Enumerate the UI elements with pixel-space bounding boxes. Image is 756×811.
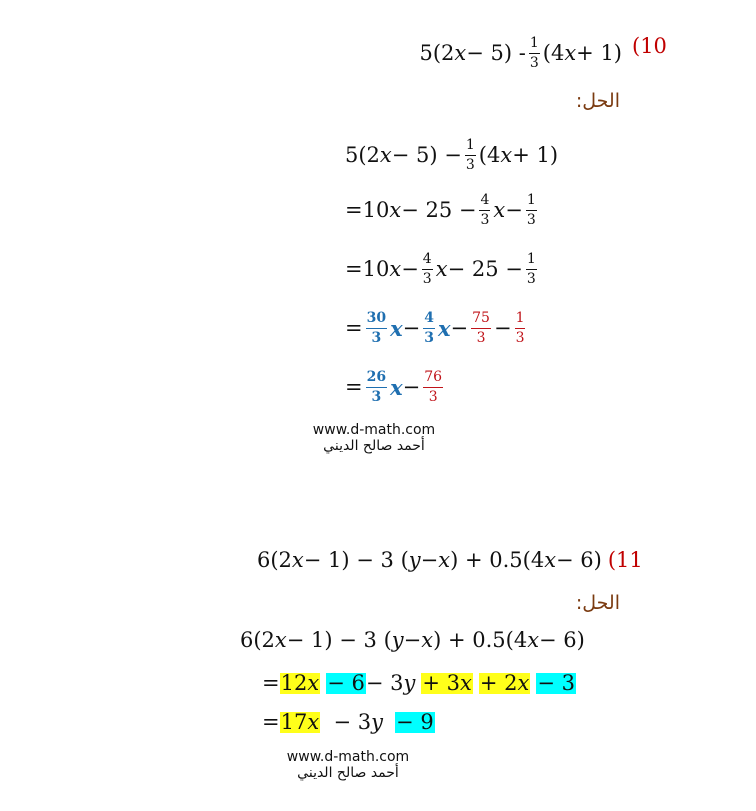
watermark-url: www.d-math.com xyxy=(286,749,410,765)
term-2x: + 2x xyxy=(479,671,530,695)
term-17x: 17x xyxy=(280,710,320,734)
problem-10-number: (10 xyxy=(632,34,667,58)
p10-line-5: = $\frac{26}{3}$ x − $\frac{76}{3}$ xyxy=(345,369,443,405)
p10-line-3: = 10 x − $\frac{4}{3}$ x − 25 − $\frac{1}{3}$ xyxy=(345,251,536,287)
term-minus-3: − 3 xyxy=(537,671,575,695)
term-12x: 12x xyxy=(280,671,320,695)
problem-11-statement: 6(2 x − 1) − 3 ( y − x ) + 0.5(4 x − 6) (11 xyxy=(257,548,643,572)
problem-10-solution-label: الحل: xyxy=(575,90,620,112)
watermark-10 xyxy=(308,422,440,454)
p10-line-2: = 10 x − 25 − $\frac{4}{3}$ x − $\frac{1}{3}$ xyxy=(345,192,536,228)
problem-11-number: (11 xyxy=(607,548,643,572)
term-3x: + 3x xyxy=(422,671,472,695)
p10-line-1: 5(2 x − 5) − $\frac{1}{3}$ (4 x + 1) xyxy=(345,137,559,173)
p11-line-1: 6(2 x − 1) − 3 ( y − x ) + 0.5(4 x − 6) xyxy=(240,628,585,652)
problem-10-statement: 5(2 x − 5) - $\frac{1}{3}$ (4 x + 1) xyxy=(419,35,622,71)
p11-line-2: = 12x − 6 − 3 y + 3x + 2x − 3 xyxy=(262,671,575,695)
p10-line-4: = $\frac{30}{3}$ x − $\frac{4}{3}$ x − $\frac{75}{3}$ − $\frac{1}{3}$ xyxy=(345,310,525,346)
watermark-author: أحمد صالح الديني xyxy=(297,765,399,781)
fraction: $\frac{1}{3}$ xyxy=(529,35,539,71)
term-minus-9: − 9 xyxy=(396,710,434,734)
problem-11-solution-label: الحل: xyxy=(575,592,620,614)
term-minus-6: − 6 xyxy=(327,671,365,695)
watermark-11 xyxy=(282,749,414,781)
watermark-url: www.d-math.com xyxy=(312,422,436,438)
watermark-author: أحمد صالح الديني xyxy=(323,438,425,454)
p11-line-3: = 17x − 3 y − 9 xyxy=(262,710,434,734)
